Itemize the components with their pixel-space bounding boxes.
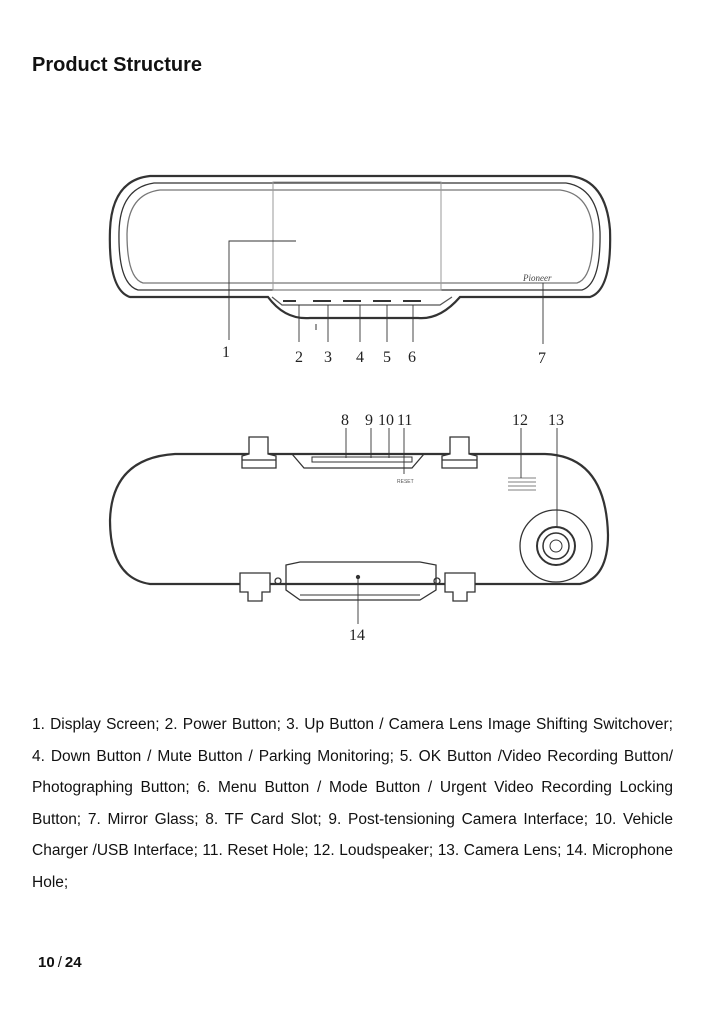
callout-12: 12 bbox=[512, 412, 528, 429]
page-total: 24 bbox=[64, 954, 82, 971]
callout-11: 11 bbox=[397, 412, 413, 429]
callout-9: 9 bbox=[365, 412, 373, 429]
page-separator: / bbox=[57, 954, 62, 971]
bottom-left-clip bbox=[240, 573, 270, 601]
mirror-back-view bbox=[110, 437, 608, 601]
callout-7: 7 bbox=[538, 350, 546, 367]
callout-6: 6 bbox=[408, 349, 416, 366]
callout-2: 2 bbox=[295, 349, 303, 366]
loudspeaker-grille bbox=[508, 478, 536, 490]
brand-logo: Pioneer bbox=[523, 273, 552, 283]
callout-4: 4 bbox=[356, 349, 364, 366]
callout-14: 14 bbox=[349, 627, 365, 644]
top-right-clip bbox=[442, 437, 477, 468]
page-current: 10 bbox=[38, 954, 55, 971]
reset-hole-label: RESET bbox=[397, 479, 414, 485]
camera-lens bbox=[520, 510, 592, 582]
bottom-right-clip bbox=[445, 573, 475, 601]
page-number bbox=[38, 954, 82, 971]
callout-1: 1 bbox=[222, 344, 230, 361]
callout-10: 10 bbox=[378, 412, 394, 429]
callout-13: 13 bbox=[548, 412, 564, 429]
product-structure-diagram bbox=[0, 160, 725, 660]
page-title: Product Structure bbox=[32, 54, 203, 76]
front-callout-lines bbox=[229, 241, 543, 344]
callout-5: 5 bbox=[383, 349, 391, 366]
top-left-clip bbox=[242, 437, 276, 468]
front-callout-numbers bbox=[222, 344, 546, 367]
display-screen bbox=[273, 182, 441, 290]
callout-8: 8 bbox=[341, 412, 349, 429]
parts-description: 1. Display Screen; 2. Power Button; 3. Up Button / Camera Lens Image Shifting Switchover; 4. Down Button / Mute Button / Parking Monitoring; 5. OK Button /Video Recording Button/ Photographing Button; 6. Menu Button / Mode Button / Urgent Video Recording Locking Button; 7. Mirror Glass; 8. TF Card Slot; 9. Post-tensioning Camera Interface; 10. Vehicle Charger /USB Interface; 11. Reset Hole; 12. Loudspeaker; 13. Camera Lens; 14. Microphone Hole; bbox=[32, 716, 673, 891]
tf-card-slot-strip bbox=[312, 457, 412, 462]
callout-3: 3 bbox=[324, 349, 332, 366]
